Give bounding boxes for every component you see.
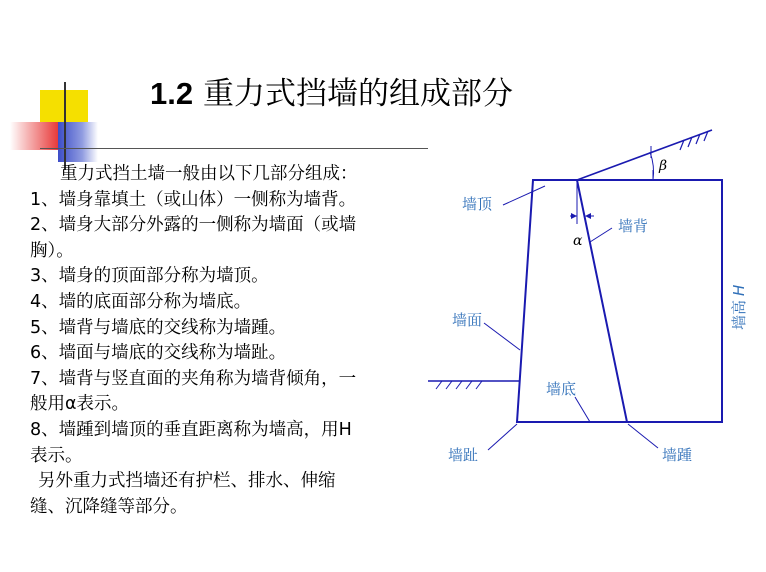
label-wall-bottom: 墙底 bbox=[546, 380, 577, 398]
list-line: 6、墙面与墙底的交线称为墙趾。 bbox=[30, 343, 287, 364]
list-line: 表示。 bbox=[30, 445, 83, 466]
backfill-outline bbox=[577, 180, 722, 422]
leader-toe bbox=[488, 424, 517, 450]
label-height-symbol: H bbox=[730, 284, 748, 296]
list-line: 1、墙身靠填土（或山体）一侧称为墙背。 bbox=[30, 189, 357, 210]
list-line: 2、墙身大部分外露的一侧称为墙面（或墙 bbox=[30, 215, 357, 236]
label-wall-height: 墙高 bbox=[730, 299, 748, 330]
list-line: 5、墙背与墙底的交线称为墙踵。 bbox=[30, 317, 287, 338]
label-wall-height-group bbox=[730, 285, 748, 330]
title-text: 重力式挡墙的组成部分 bbox=[202, 76, 513, 112]
intro-line: 重力式挡土墙一般由以下几部分组成： bbox=[60, 164, 358, 184]
title-number: 1.2 bbox=[150, 76, 194, 111]
alpha-symbol: α bbox=[573, 233, 583, 249]
leader-back bbox=[590, 228, 612, 242]
list-line: 8、墙踵到墙顶的垂直距离称为墙高，用H bbox=[30, 419, 352, 440]
label-wall-heel: 墙踵 bbox=[662, 446, 693, 464]
beta-symbol: β bbox=[659, 158, 668, 174]
list-line: 4、墙的底面部分称为墙底。 bbox=[30, 291, 252, 312]
alpha-arrow-left bbox=[571, 213, 577, 219]
outro-line: 另外重力式挡墙还有护栏、排水、伸缩 bbox=[38, 471, 336, 492]
label-wall-back: 墙背 bbox=[618, 217, 649, 235]
label-wall-face: 墙面 bbox=[452, 311, 483, 329]
label-wall-top: 墙顶 bbox=[462, 195, 493, 213]
list-line: 般用α表示。 bbox=[30, 394, 130, 415]
leader-bottom bbox=[575, 397, 590, 422]
leader-face bbox=[484, 323, 520, 350]
list-line: 3、墙身的顶面部分称为墙顶。 bbox=[30, 266, 269, 287]
front-ground-hatch bbox=[436, 381, 482, 389]
outro-line: 缝、沉降缝等部分。 bbox=[30, 496, 188, 517]
leader-top bbox=[503, 186, 545, 205]
list-line: 胸）。 bbox=[30, 240, 74, 261]
label-wall-toe: 墙趾 bbox=[448, 446, 479, 464]
alpha-arrow-right bbox=[585, 213, 591, 219]
list-line: 7、墙背与竖直面的夹角称为墙背倾角，一 bbox=[30, 368, 357, 389]
leader-heel bbox=[628, 424, 658, 448]
